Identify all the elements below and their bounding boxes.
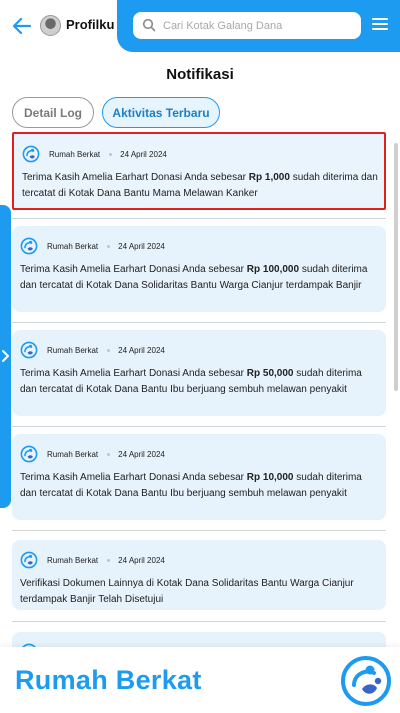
list-divider	[12, 621, 386, 622]
chevron-right-icon	[1, 349, 10, 363]
notification-card[interactable]	[12, 226, 386, 312]
search-box	[133, 12, 361, 39]
notification-card[interactable]	[12, 330, 386, 416]
notification-card[interactable]	[12, 540, 386, 610]
separator-dot	[107, 559, 110, 562]
separator-dot	[107, 349, 110, 352]
message-text-end: sudah diterima dan tercatat di Kotak Dana Bantu Ibu berjuang sembuh melawan penyakit	[20, 368, 362, 395]
search-input[interactable]	[163, 12, 355, 39]
donation-amount: Rp 10,000	[246, 472, 294, 483]
separator-dot	[107, 453, 110, 456]
message-text: Terima Kasih Amelia Earhart Donasi Anda sebesar	[20, 368, 247, 379]
notification-date: 24 April 2024	[118, 449, 165, 459]
profile-label[interactable]: Profilku	[66, 17, 115, 32]
tab-detail-log[interactable]: Detail Log	[12, 97, 94, 128]
org-logo-icon	[20, 341, 38, 359]
hamburger-menu-icon[interactable]	[372, 18, 388, 32]
page-title: Notifikasi	[166, 66, 234, 83]
org-name: Rumah Berkat	[49, 149, 101, 159]
rumah-berkat-logo-icon[interactable]	[340, 655, 392, 707]
card-meta	[20, 340, 165, 360]
notification-message	[22, 170, 380, 202]
org-logo-icon	[22, 145, 40, 163]
list-divider	[12, 426, 386, 427]
brand-wordmark: Rumah Berkat	[15, 665, 202, 695]
notification-date: 24 April 2024	[120, 149, 167, 159]
donation-amount: Rp 50,000	[246, 368, 294, 379]
list-divider	[12, 530, 386, 531]
scrollbar[interactable]	[394, 143, 398, 391]
org-name: Rumah Berkat	[47, 345, 99, 355]
notification-message	[20, 470, 378, 502]
message-text: Terima Kasih Amelia Earhart Donasi Anda sebesar	[20, 264, 247, 275]
message-text: Terima Kasih Amelia Earhart Donasi Anda sebesar	[20, 472, 247, 483]
notification-card[interactable]	[12, 132, 386, 210]
message-text-end: sudah diterima dan tercatat di Kotak Dana Bantu Ibu berjuang sembuh melawan penyakit	[20, 472, 362, 499]
list-divider	[12, 322, 386, 323]
donation-amount: Rp 1,000	[248, 172, 290, 183]
message-text-end: sudah diterima dan tercatat di Kotak Dana Solidaritas Bantu Warga Cianjur terdampak Banjir	[20, 264, 368, 291]
notification-message	[20, 366, 378, 398]
search-bar-area	[117, 0, 400, 52]
back-arrow-icon[interactable]	[10, 14, 34, 38]
notification-message	[20, 262, 378, 294]
card-meta	[20, 236, 165, 256]
notification-message	[20, 576, 378, 608]
org-logo-icon	[20, 551, 38, 569]
org-name: Rumah Berkat	[47, 555, 99, 565]
notification-date: 24 April 2024	[118, 345, 165, 355]
tab-aktivitas-terbaru[interactable]: Aktivitas Terbaru	[102, 97, 220, 128]
card-meta	[22, 144, 167, 164]
card-meta	[20, 444, 165, 464]
separator-dot	[109, 153, 112, 156]
message-text: Terima Kasih Amelia Earhart Donasi Anda sebesar	[22, 172, 249, 183]
card-meta	[20, 550, 165, 570]
message-text: Verifikasi Dokumen Lainnya di Kotak Dana Solidaritas Bantu Warga Cianjur terdampak Banjir Telah Disetujui	[20, 578, 354, 605]
notification-date: 24 April 2024	[118, 555, 165, 565]
org-logo-icon	[20, 445, 38, 463]
app-header	[0, 0, 400, 52]
side-drawer-handle[interactable]	[0, 205, 11, 508]
org-name: Rumah Berkat	[47, 449, 99, 459]
notification-date: 24 April 2024	[118, 241, 165, 251]
org-name: Rumah Berkat	[47, 241, 99, 251]
donation-amount: Rp 100,000	[246, 264, 300, 275]
message-text-end: sudah diterima dan tercatat di Kotak Dana Bantu Mama Melawan Kanker	[22, 172, 378, 199]
separator-dot	[107, 245, 110, 248]
search-icon	[142, 18, 156, 32]
list-divider	[12, 218, 386, 219]
footer	[0, 647, 400, 713]
avatar[interactable]	[40, 15, 61, 36]
org-logo-icon	[20, 237, 38, 255]
notification-card[interactable]	[12, 434, 386, 520]
